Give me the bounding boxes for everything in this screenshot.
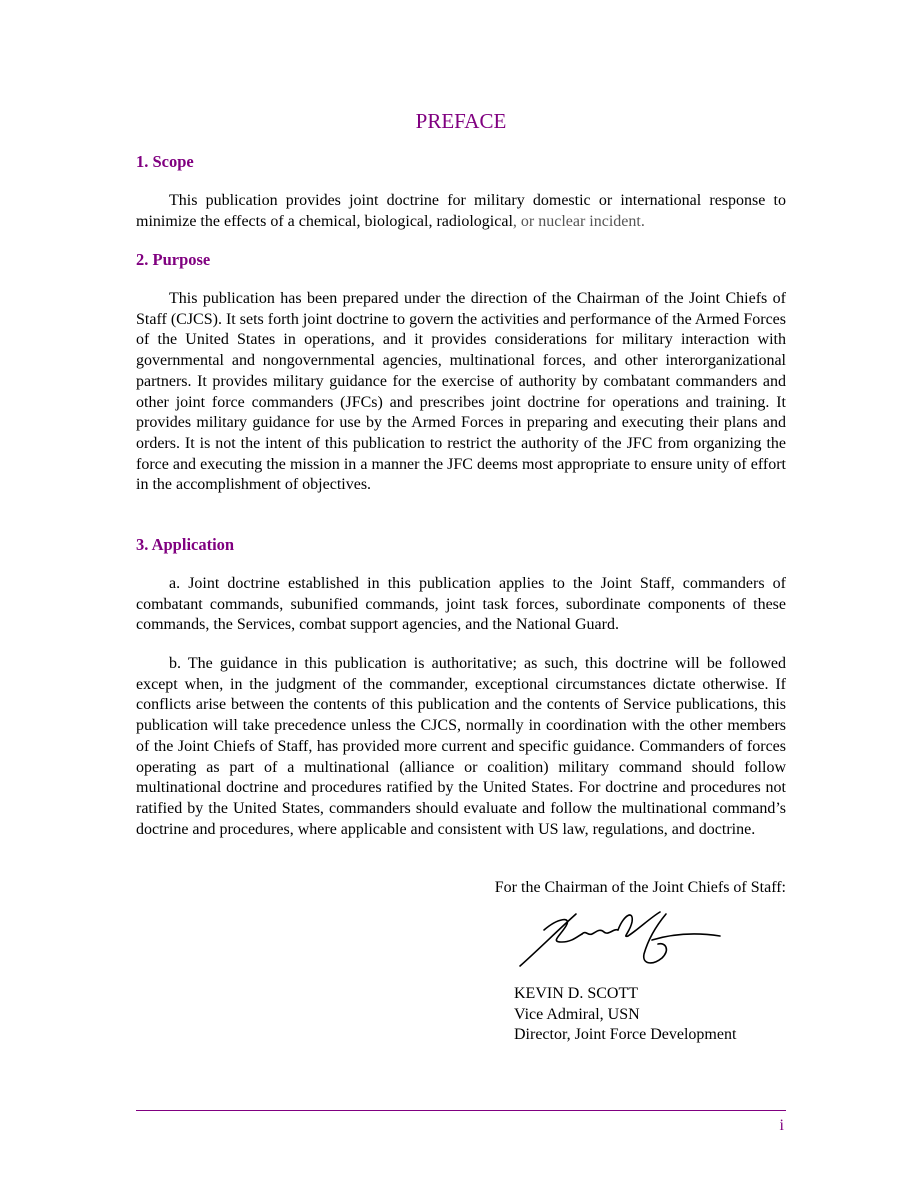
footer-divider [136, 1110, 786, 1111]
purpose-paragraph: This publication has been prepared under the direction of the Chairman of the Joint Chiefs of Staff (CJCS). It sets forth joint doctrine to govern the activities and performance of the Armed Forces of the United States in operations, and it provides considerations for military interaction with governmental and nongovernmental agencies, multinational forces, and other interorganizational partners. It provides military guidance for the exercise of authority by combatant commanders and other joint force commanders (JFCs) and prescribes joint doctrine for operations and training. It provides military guidance for use by the Armed Forces in preparing and executing their plans and orders. It is not the intent of this publication to restrict the authority of the JFC from organizing the force and executing the mission in a manner the JFC deems most appropriate to ensure unity of effort in the accomplishment of objectives. [136, 290, 786, 494]
signatory-position: Director, Joint Force Development [514, 1026, 737, 1043]
signature-block [514, 984, 736, 1046]
section-heading-application: 3. Application [136, 535, 235, 554]
page-number: i [779, 1117, 784, 1134]
application-paragraph-b: b. The guidance in this publication is authoritative; as such, this doctrine will be followed except when, in the judgment of the commander, exceptional circumstances dictate otherwise. If conflicts arise between the contents of this publication and the contents of Service publications, this publication will take precedence unless the CJCS, normally in coordination with the other members of the Joint Chiefs of Staff, has provided more current and specific guidance. Commanders of forces operating as part of a multinational (alliance or coalition) military command should follow multinational doctrine and procedures ratified by the United States. For doctrine and procedures not ratified by the United States, commanders should evaluate and follow the multinational command’s doctrine and procedures, where applicable and consistent with US law, regulations, and doctrine. [136, 655, 786, 838]
scope-text-muted: , or nuclear incident. [512, 212, 645, 230]
document-page [136, 0, 786, 1191]
signatory-name: KEVIN D. SCOTT [514, 985, 638, 1002]
scope-paragraph [136, 191, 786, 232]
signature-icon [516, 906, 726, 972]
closing-line: For the Chairman of the Joint Chiefs of Staff: [494, 879, 786, 896]
scope-text: This publication provides joint doctrine for military domestic or international response to minimize the effects of a chemical, biological, radiological [136, 192, 786, 230]
signatory-rank: Vice Admiral, USN [514, 1005, 640, 1023]
page-title: PREFACE [415, 109, 507, 133]
section-heading-scope: 1. Scope [136, 152, 194, 171]
application-paragraph-a: a. Joint doctrine established in this publication applies to the Joint Staff, commanders of combatant commands, subunified commands, joint task forces, subordinate components of these commands, the Services, combat support agencies, and the National Guard. [136, 575, 786, 634]
section-heading-purpose: 2. Purpose [136, 250, 211, 269]
